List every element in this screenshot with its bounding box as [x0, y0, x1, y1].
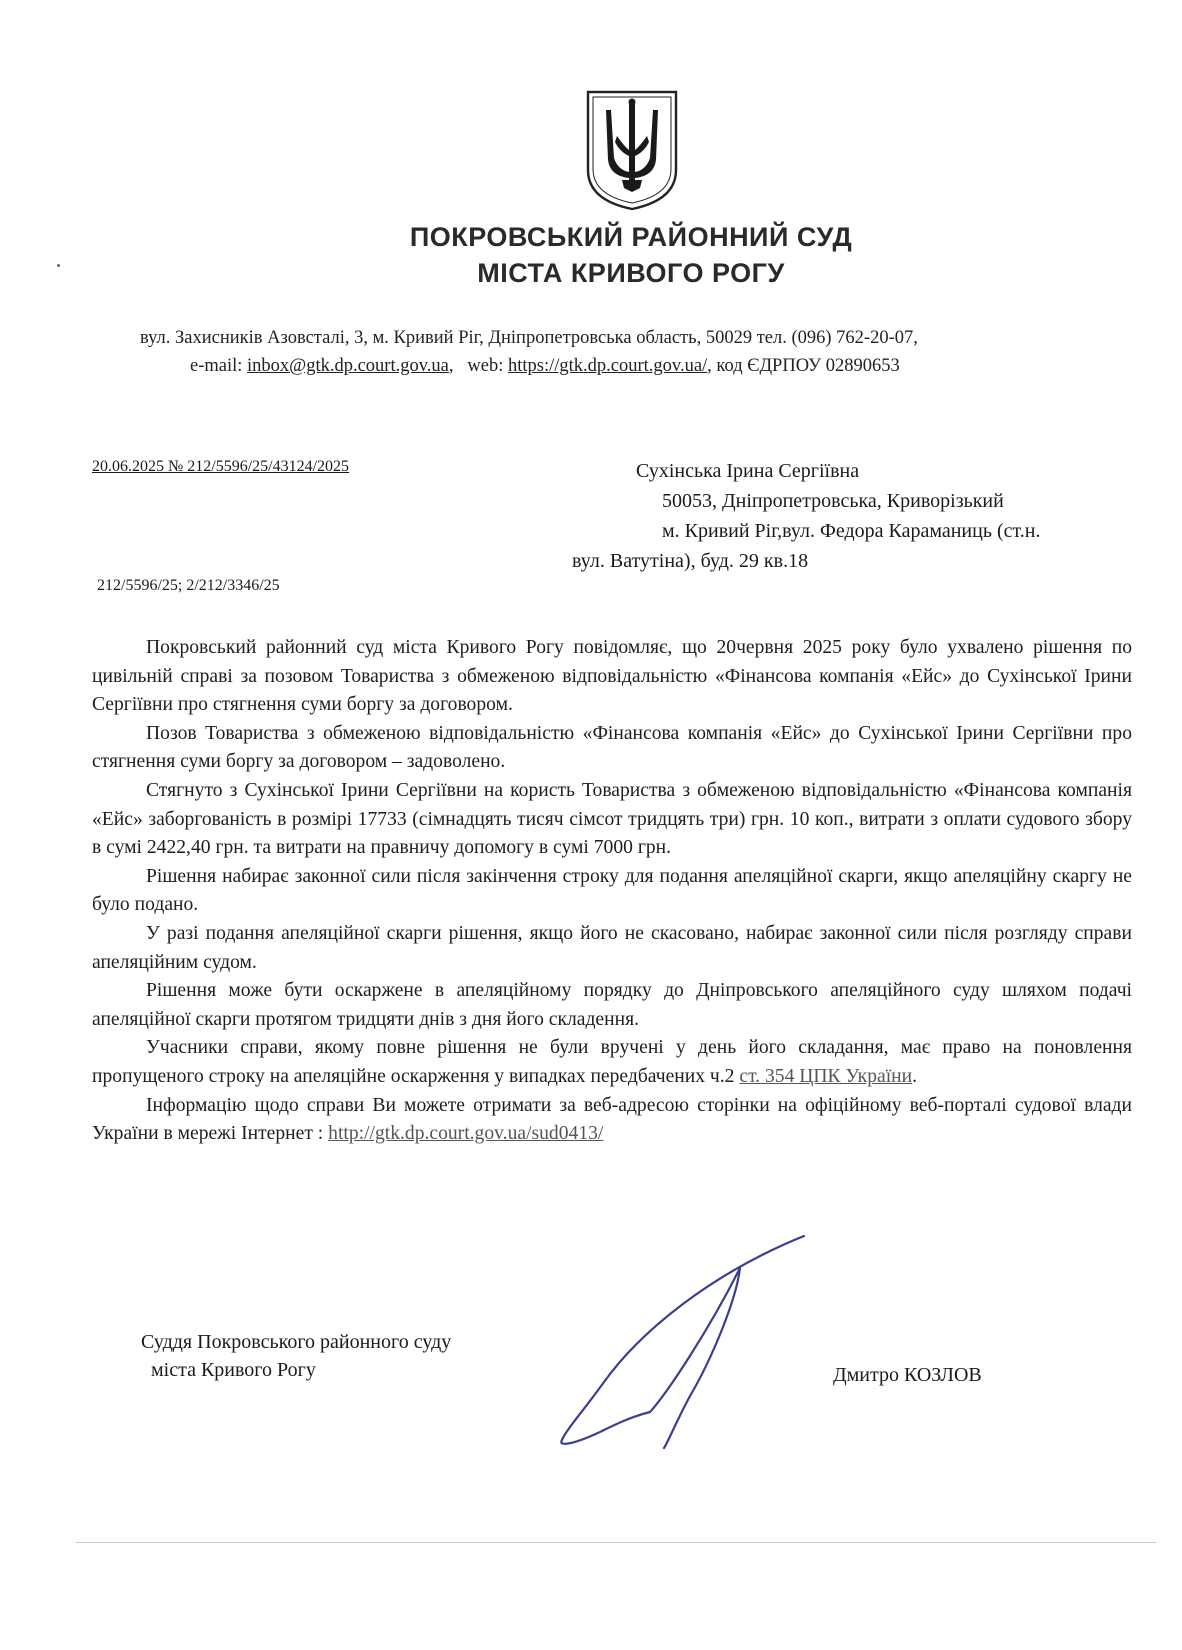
court-name-line1: ПОКРОВСЬКИЙ РАЙОННИЙ СУД [409, 222, 853, 252]
recipient-address-line: м. Кривий Ріг,вул. Федора Караманиць (ст.н. [662, 520, 1041, 542]
trident-coat-of-arms-icon [584, 88, 680, 212]
paragraph [92, 1092, 1132, 1149]
handwritten-signature-icon [560, 1232, 820, 1452]
website-link[interactable]: https://gtk.dp.court.gov.ua/ [507, 356, 708, 376]
edrpou-code: , код ЄДРПОУ 02890653 [707, 356, 900, 376]
web-label: web: [467, 356, 504, 376]
judge-title-line2: міста Кривого Рогу [151, 1359, 316, 1381]
email-link[interactable]: inbox@gtk.dp.court.gov.ua [247, 356, 449, 376]
paragraph: Рішення може бути оскаржене в апеляційному порядку до Дніпровського апеляційного суду шляхом подачі апеляційної скарги протягом тридцяти днів з дня його складення. [92, 980, 1132, 1030]
scan-speck [57, 264, 60, 267]
paragraph: Покровський районний суд міста Кривого Рогу повідомляє, що 20червня 2025 року було ухвалено рішення по цивільній справі за позовом Товариства з обмеженою відповідальністю «Фінансова компанія «Ейс» до Сухінської Ірини Сергіївни про стягнення суми боргу за договором. [92, 637, 1132, 716]
court-contacts: e-mail: inbox@gtk.dp.court.gov.ua, web: https://gtk.dp.court.gov.ua/, код ЄДРПОУ 02890653 [190, 356, 900, 376]
paragraph: У разі подання апеляційної скарги рішення, якщо його не скасовано, набирає законної сили після розгляду справи апеляційним судом. [92, 922, 1132, 973]
paragraph-end: . [912, 1065, 918, 1087]
letter-body [92, 634, 1132, 1149]
recipient-address-line: вул. Ватутіна), буд. 29 кв.18 [572, 550, 809, 572]
recipient-name: Сухінська Ірина Сергіївна [636, 460, 860, 482]
judge-name: Дмитро КОЗЛОВ [833, 1364, 982, 1386]
court-name-line2: МІСТА КРИВОГО РОГУ [477, 258, 785, 288]
paragraph-text: Учасники справи, якому повне рішення не були вручені у день його складання, має право на поновлення пропущеного строку на апеляційне оскарження у випадках передбачених ч.2 [92, 1037, 1132, 1087]
email-label: e-mail: [190, 356, 243, 376]
judge-title-line1: Суддя Покровського районного суду [141, 1331, 452, 1353]
page-bottom-edge [76, 1542, 1156, 1543]
paragraph: Стягнуто з Сухінської Ірини Сергіївни на користь Товариства з обмеженою відповідальністю «Фінансова компанія «Ейс» заборгованість в розмірі 17733 (сімнадцять тисяч сімсот тридцять три) грн. 10 коп., витрати з оплати судового збору в сумі 2422,40 грн. та витрати на правничу допомогу в сумі 7000 грн. [92, 779, 1132, 859]
case-numbers: 212/5596/25; 2/212/3346/25 [97, 577, 280, 594]
court-portal-link[interactable]: http://gtk.dp.court.gov.ua/sud0413/ [328, 1123, 604, 1145]
paragraph [92, 1034, 1132, 1091]
law-article-link[interactable]: ст. 354 ЦПК України [739, 1065, 913, 1087]
paragraph-text: Інформацію щодо справи Ви можете отримати за веб-адресою сторінки на офіційному веб-порталі судової влади України в мережі Інтернет : [92, 1094, 1132, 1145]
court-address: вул. Захисників Азовсталі, 3, м. Кривий Ріг, Дніпропетровська область, 50029 тел. (096) 762-20-07, [140, 328, 918, 348]
paragraph: Рішення набирає законної сили після закінчення строку для подання апеляційної скарги, якщо апеляційну скаргу не було подано. [92, 865, 1132, 916]
recipient-address-line: 50053, Дніпропетровська, Криворізький [662, 490, 1004, 512]
outgoing-number: 20.06.2025 № 212/5596/25/43124/2025 [92, 458, 350, 475]
paragraph: Позов Товариства з обмеженою відповідальністю «Фінансова компанія «Ейс» до Сухінської Ірини Сергіївни про стягнення суми боргу за договором – задоволено. [92, 722, 1132, 773]
